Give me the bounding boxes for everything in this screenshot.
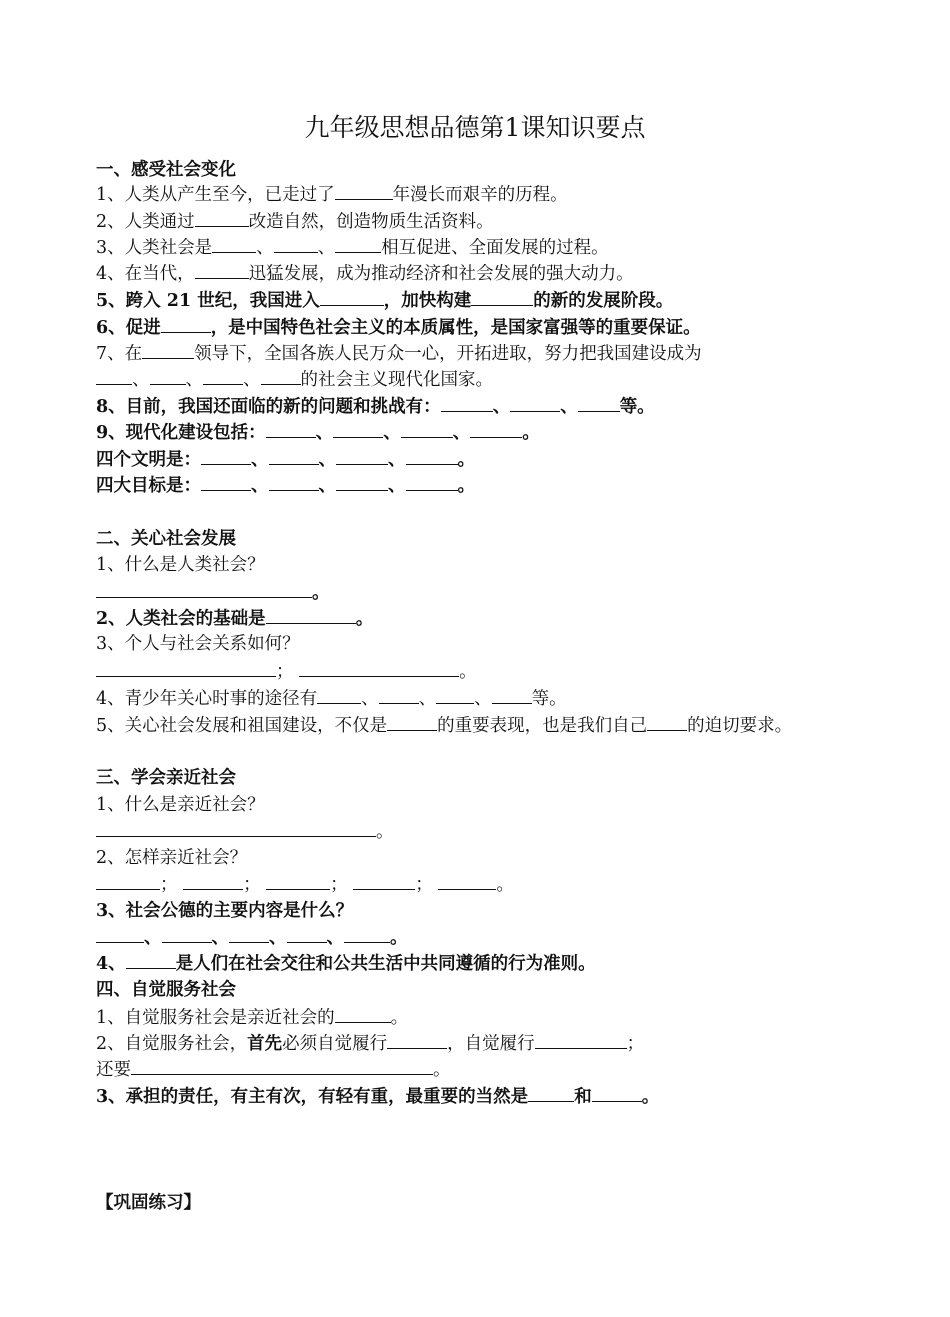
line-text: 、 — [560, 397, 578, 417]
line-text: 1、自觉服务社会是亲近社会的 — [96, 1008, 335, 1028]
line-text: 2、怎样亲近社会？ — [96, 848, 248, 868]
line-text: 3、社会公德的主要内容是什么？ — [96, 901, 354, 921]
line-text: 的社会主义现代化国家。 — [300, 370, 493, 390]
fill-in-blank[interactable] — [320, 288, 384, 306]
text-line — [96, 580, 330, 605]
line-text: ； — [330, 875, 354, 895]
text-line — [96, 1005, 408, 1030]
line-text: 改造自然，创造物质生活资料。 — [248, 212, 494, 232]
line-text: 、 — [243, 370, 261, 390]
line-text: 7、在 — [96, 344, 143, 364]
fill-in-blank[interactable] — [274, 235, 318, 253]
line-text: 的新的发展阶段。 — [533, 291, 674, 311]
fill-in-blank[interactable] — [96, 819, 376, 837]
fill-in-blank[interactable] — [379, 686, 419, 704]
line-text: 、 — [315, 423, 334, 443]
line-text: 年漫长而艰辛的历程。 — [392, 185, 568, 205]
fill-in-blank[interactable] — [335, 1005, 391, 1023]
text-line — [96, 447, 475, 472]
fill-in-blank[interactable] — [96, 872, 160, 890]
line-text: 、 — [185, 370, 203, 390]
line-text: 、 — [211, 928, 229, 948]
line-text: 8、目前，我国还面临的新的问题和挑战有： — [96, 397, 441, 417]
text-line — [96, 899, 353, 923]
line-text: 。 — [641, 1087, 660, 1107]
line-text: 。 — [457, 450, 475, 470]
line-text: 、 — [318, 476, 336, 496]
line-text: 、 — [132, 370, 150, 390]
fill-in-blank[interactable] — [162, 925, 212, 943]
text-line — [96, 261, 634, 286]
line-text: 和 — [574, 1087, 592, 1107]
line-text: 。 — [390, 1008, 409, 1028]
text-line — [96, 925, 408, 950]
fill-in-blank[interactable] — [336, 473, 388, 491]
line-text: ，加快构建 — [383, 291, 472, 311]
fill-in-blank[interactable] — [161, 315, 211, 333]
line-text: 。 — [355, 609, 374, 629]
line-text: ，是中国特色社会主义的本质属性，是国家富强等的重要保证。 — [210, 318, 701, 338]
line-text: 、 — [492, 397, 511, 417]
line-text: 等。 — [619, 397, 655, 417]
text-line — [96, 367, 493, 392]
fill-in-blank[interactable] — [195, 261, 249, 279]
line-text: 。 — [522, 423, 540, 443]
line-text: 【巩固练习】 — [96, 1193, 201, 1213]
fill-in-blank[interactable] — [387, 1031, 447, 1049]
line-text: 3、承担的责任，有主有次，有轻有重，最重要的当然是 — [96, 1087, 529, 1107]
line-text: 、 — [269, 928, 287, 948]
line-text: 4、青少年关心时事的途径有 — [96, 689, 318, 709]
fill-in-blank[interactable] — [126, 951, 176, 969]
line-text: 、 — [144, 928, 162, 948]
fill-in-blank[interactable] — [96, 925, 144, 943]
text-line — [96, 553, 265, 577]
fill-in-blank[interactable] — [647, 713, 687, 731]
line-text: 、 — [361, 689, 379, 709]
fill-in-blank[interactable] — [335, 182, 393, 200]
line-text: 、 — [388, 450, 406, 470]
text-line — [96, 158, 236, 182]
text-line — [96, 632, 300, 656]
line-text: 。 — [390, 928, 408, 948]
line-text: 、 — [326, 928, 344, 948]
text-line — [96, 288, 673, 313]
line-text: 、 — [256, 238, 274, 258]
line-text: 、 — [251, 450, 269, 470]
fill-in-blank[interactable] — [150, 367, 186, 385]
text-line — [96, 793, 265, 817]
fill-in-blank[interactable] — [201, 473, 251, 491]
fill-in-blank[interactable] — [401, 420, 453, 438]
fill-in-blank[interactable] — [535, 1031, 627, 1049]
text-line — [96, 1084, 659, 1109]
fill-in-blank[interactable] — [344, 925, 390, 943]
text-line — [96, 341, 702, 366]
line-text: 1、人类从产生至今，已走过了 — [96, 185, 335, 205]
fill-in-blank[interactable] — [471, 288, 533, 306]
line-text: 等。 — [531, 689, 567, 709]
fill-in-blank[interactable] — [96, 580, 312, 598]
fill-in-blank[interactable] — [387, 713, 437, 731]
text-line — [96, 1031, 644, 1056]
line-text: ； — [415, 875, 439, 895]
fill-in-blank[interactable] — [510, 394, 560, 412]
line-text: 、 — [383, 423, 401, 443]
text-line — [96, 659, 477, 684]
text-line — [96, 606, 373, 631]
line-text: 3、个人与社会关系如何？ — [96, 634, 300, 654]
line-text: 必须自觉履行 — [282, 1034, 388, 1054]
line-text: 、 — [474, 689, 492, 709]
text-line — [96, 1057, 451, 1082]
text-line — [96, 872, 514, 897]
line-text: 的重要表现，也是我们自己 — [437, 716, 648, 736]
fill-in-blank[interactable] — [317, 686, 361, 704]
fill-in-blank[interactable] — [266, 420, 316, 438]
fill-in-blank[interactable] — [333, 420, 383, 438]
line-text: 四、自觉服务社会 — [96, 980, 236, 1000]
line-text: 还要 — [96, 1060, 131, 1080]
emphasis-text: 首先 — [247, 1034, 283, 1054]
fill-in-blank[interactable] — [436, 686, 474, 704]
line-text: ； — [243, 875, 267, 895]
text-line — [96, 315, 701, 340]
line-text: 。 — [459, 662, 477, 682]
fill-in-blank[interactable] — [353, 872, 415, 890]
text-line — [96, 209, 494, 234]
fill-in-blank[interactable] — [470, 420, 522, 438]
line-text: 四大目标是： — [96, 476, 201, 496]
fill-in-blank[interactable] — [528, 1084, 574, 1102]
line-text: 。 — [433, 1060, 451, 1080]
text-line — [96, 473, 475, 498]
text-line — [96, 527, 236, 551]
line-text: ； — [626, 1034, 645, 1054]
fill-in-blank[interactable] — [96, 367, 132, 385]
fill-in-blank[interactable] — [131, 1057, 433, 1075]
line-text: 。 — [457, 476, 475, 496]
fill-in-blank[interactable] — [287, 925, 327, 943]
line-text: 是人们在社会交往和公共生活中共同遵循的行为准则。 — [175, 954, 596, 974]
text-line — [96, 819, 394, 844]
line-text: 迅猛发展，成为推动经济和社会发展的强大动力。 — [248, 264, 634, 284]
fill-in-blank[interactable] — [441, 394, 493, 412]
fill-in-blank[interactable] — [203, 367, 243, 385]
line-text: 、 — [317, 238, 336, 258]
line-text: 5、跨入 21 世纪，我国进入 — [96, 291, 320, 311]
text-line — [96, 846, 247, 870]
line-text: 四个文明是： — [96, 450, 201, 470]
line-text: 的迫切要求。 — [687, 716, 793, 736]
text-line — [96, 686, 567, 711]
line-text: ，自觉履行 — [447, 1034, 535, 1054]
line-text: 5、关心社会发展和祖国建设，不仅是 — [96, 716, 388, 736]
fill-in-blank[interactable] — [269, 447, 319, 465]
line-text: 1、什么是人类社会？ — [96, 555, 265, 575]
line-text: 、 — [388, 476, 406, 496]
line-text: 、 — [318, 450, 336, 470]
line-text: 2、自觉服务社会， — [96, 1034, 248, 1054]
text-line — [96, 951, 596, 976]
fill-in-blank[interactable] — [578, 394, 620, 412]
line-text: 、 — [251, 476, 269, 496]
fill-in-blank[interactable] — [142, 341, 194, 359]
line-text: 一、感受社会变化 — [96, 160, 236, 180]
fill-in-blank[interactable] — [212, 235, 256, 253]
fill-in-blank[interactable] — [406, 473, 458, 491]
fill-in-blank[interactable] — [336, 447, 388, 465]
fill-in-blank[interactable] — [266, 872, 330, 890]
line-text: 9、现代化建设包括： — [96, 423, 266, 443]
line-text: 2、人类通过 — [96, 212, 195, 232]
line-text: 。 — [496, 875, 514, 895]
fill-in-blank[interactable] — [592, 1084, 642, 1102]
line-text: 、 — [418, 689, 437, 709]
text-line — [96, 713, 792, 738]
fill-in-blank[interactable] — [201, 447, 251, 465]
text-line — [96, 182, 568, 207]
line-text: 相互促进、全面发展的过程。 — [381, 238, 609, 258]
line-text: 2、人类社会的基础是 — [96, 609, 266, 629]
fill-in-blank[interactable] — [183, 872, 243, 890]
line-text: 4、 — [96, 954, 126, 974]
line-text: 4、在当代， — [96, 264, 195, 284]
text-line — [96, 978, 236, 1002]
fill-in-blank[interactable] — [96, 659, 276, 677]
fill-in-blank[interactable] — [492, 686, 532, 704]
line-text: 二、关心社会发展 — [96, 529, 236, 549]
line-text: ； — [160, 875, 184, 895]
fill-in-blank[interactable] — [195, 209, 249, 227]
line-text: 6、促进 — [96, 318, 161, 338]
line-text: 3、人类社会是 — [96, 238, 213, 258]
line-text: 、 — [452, 423, 471, 443]
line-text: 三、学会亲近社会 — [96, 768, 236, 788]
fill-in-blank[interactable] — [299, 659, 459, 677]
text-line — [96, 420, 540, 445]
text-line — [96, 235, 609, 260]
line-text: 1、什么是亲近社会？ — [96, 795, 265, 815]
line-text: 。 — [312, 583, 330, 603]
line-text: ； — [276, 662, 300, 682]
fill-in-blank[interactable] — [438, 872, 496, 890]
fill-in-blank[interactable] — [406, 447, 458, 465]
text-line — [96, 766, 236, 790]
text-line — [96, 1191, 201, 1215]
fill-in-blank[interactable] — [229, 925, 269, 943]
fill-in-blank[interactable] — [269, 473, 319, 491]
text-line — [96, 394, 655, 419]
line-text: 领导下，全国各族人民万众一心，开拓进取，努力把我国建设成为 — [194, 344, 702, 364]
fill-in-blank[interactable] — [261, 367, 301, 385]
fill-in-blank[interactable] — [335, 235, 381, 253]
fill-in-blank[interactable] — [266, 606, 356, 624]
line-text: 。 — [376, 822, 394, 842]
page-title: 九年级思想品德第1课知识要点 — [304, 113, 646, 142]
